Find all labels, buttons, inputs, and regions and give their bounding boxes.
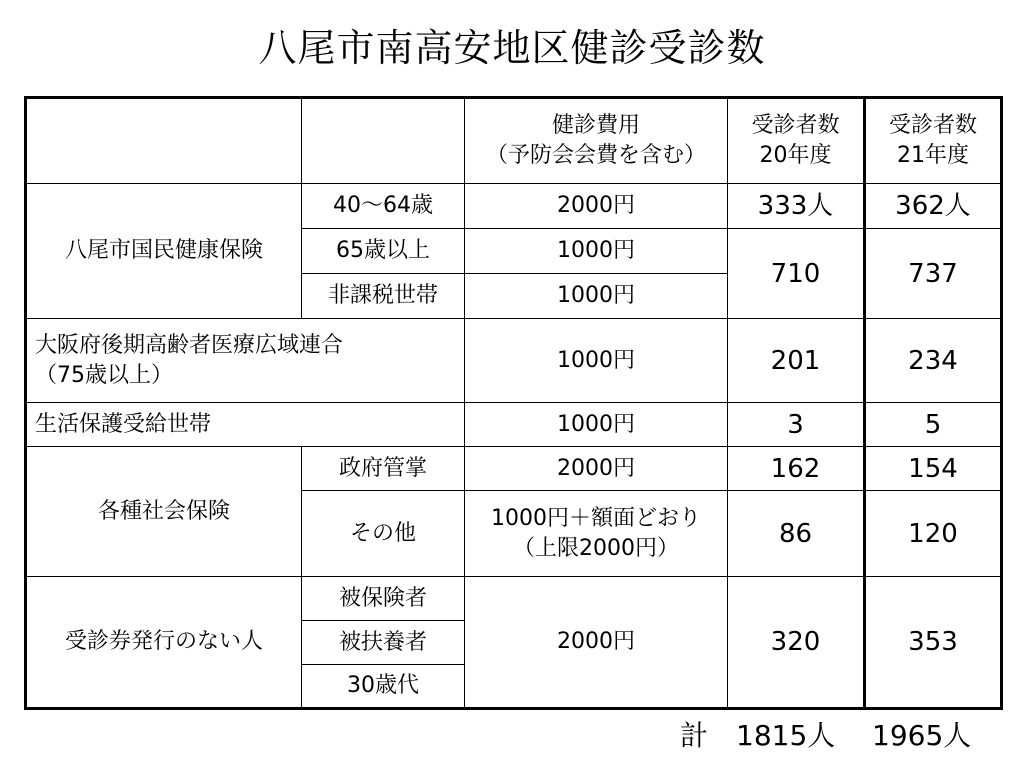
header-year21 [865,98,1002,184]
nhi-row1-y21: 362人 [865,184,1002,229]
header-fee-line2: （予防会会費を含む） [485,143,706,168]
total-y20: 1815人 [736,719,836,752]
header-row [26,98,1002,184]
social-row2-y20: 86 [728,491,865,577]
nhi-merged-y21: 737 [865,229,1002,319]
header-fee-line1: 健診費用 [551,113,640,138]
nhi-row2-fee: 1000円 [465,229,728,274]
nhi-row1-fee: 2000円 [465,184,728,229]
total-y21: 1965人 [872,719,972,752]
welfare-y21: 5 [865,403,1002,447]
social-row2-fee-line1: 1000円＋額面どおり [491,505,701,531]
osaka-fee: 1000円 [465,319,728,403]
noticket-row1-label: 被保険者 [302,577,465,621]
header-blank-cell [302,98,465,184]
social-row1-y21: 154 [865,447,1002,491]
noticket-row2-label: 被扶養者 [302,621,465,665]
osaka-y20: 201 [728,319,865,403]
welfare-label: 生活保護受給世帯 [26,403,465,447]
nhi-row1-label: 40～64歳 [302,184,465,229]
table-row [26,577,1002,621]
osaka-label-line2: （75歳以上） [35,362,173,388]
checkup-table [24,96,1003,710]
social-row1-fee: 2000円 [465,447,728,491]
social-row2-fee-line2: （上限2000円） [513,535,679,561]
social-row2-fee [465,491,728,577]
osaka-label-line1: 大阪府後期高齢者医療広域連合 [35,332,344,358]
nhi-merged-y20: 710 [728,229,865,319]
header-year20-line1: 受診者数 [751,113,840,138]
nhi-row2-label: 65歳以上 [302,229,465,274]
nhi-row3-fee: 1000円 [465,274,728,319]
header-fee [465,98,728,184]
social-row2-y21: 120 [865,491,1002,577]
noticket-fee: 2000円 [465,577,728,709]
noticket-group-label: 受診券発行のない人 [26,577,302,709]
welfare-fee: 1000円 [465,403,728,447]
noticket-y21: 353 [865,577,1002,709]
header-year21-line1: 受診者数 [888,113,977,138]
social-row1-y20: 162 [728,447,865,491]
header-year20 [728,98,865,184]
noticket-y20: 320 [728,577,865,709]
header-year20-line2: 20年度 [759,143,832,168]
osaka-y21: 234 [865,319,1002,403]
nhi-row1-y20: 333人 [728,184,865,229]
total-label: 計 [680,719,709,752]
table-row [26,319,1002,403]
table-row [26,403,1002,447]
page-title: 八尾市南高安地区健診受診数 [258,26,766,70]
social-row2-label: その他 [302,491,465,577]
table-row [26,447,1002,491]
nhi-row3-label: 非課税世帯 [302,274,465,319]
noticket-row3-label: 30歳代 [302,665,465,709]
header-blank-cell [26,98,302,184]
social-row1-label: 政府管掌 [302,447,465,491]
header-year21-line2: 21年度 [897,143,969,168]
osaka-label [26,319,465,403]
social-group-label: 各種社会保険 [26,447,302,577]
welfare-y20: 3 [728,403,865,447]
nhi-group-label: 八尾市国民健康保険 [26,184,302,319]
table-row [26,184,1002,229]
